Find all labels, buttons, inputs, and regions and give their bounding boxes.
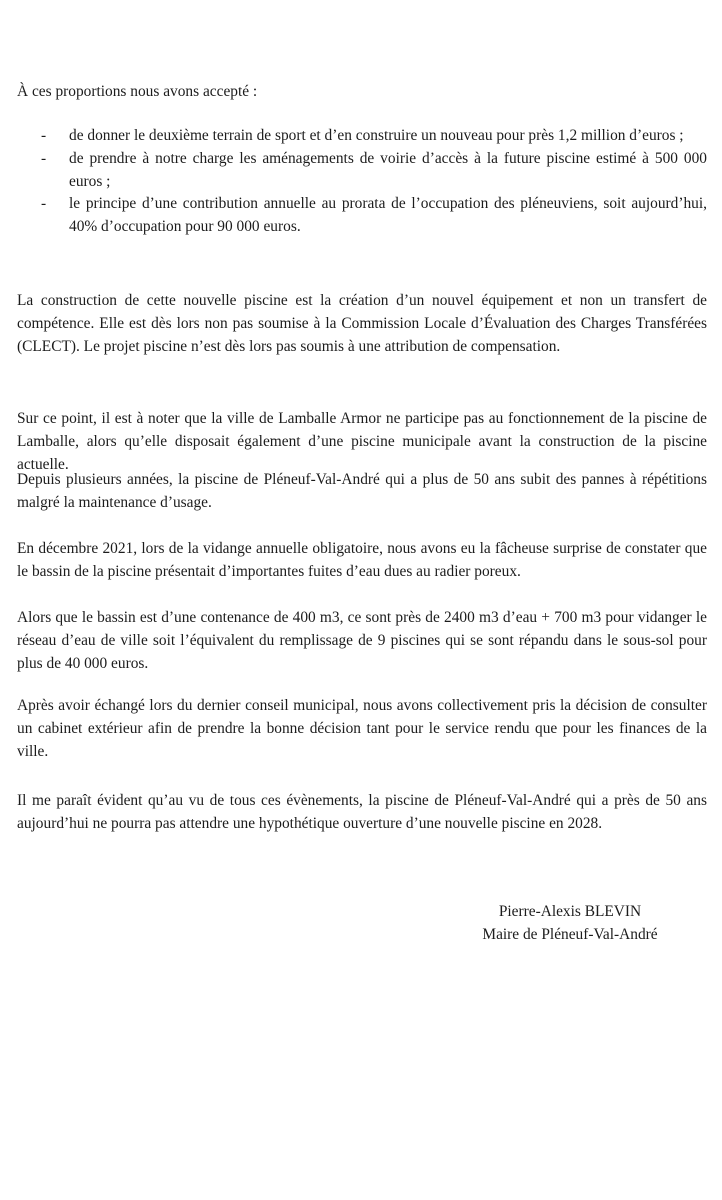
paragraph-pannes: Depuis plusieurs années, la piscine de Pléneuf-Val-André qui a plus de 50 ans subit des pannes à répétitions malgré la maintenance d’usage. — [17, 471, 707, 511]
list-item-text: le principe d’une contribution annuelle au prorata de l’occupation des pléneuviens, soit aujourd’hui, 40% d’occupation pour 90 000 euros. — [69, 195, 707, 236]
list-item — [17, 193, 707, 239]
list-item — [17, 148, 707, 194]
paragraph-fuites: Alors que le bassin est d’une contenance de 400 m3, ce sont près de 2400 m3 d’eau + 700 m3 pour vidanger le réseau d’eau de ville soit l’équivalent du remplissage de 9 piscines qui se sont répandu dans le sous-sol pour plus de 40 000 euros. — [17, 609, 707, 672]
list-item-text: de donner le deuxième terrain de sport et d’en construire un nouveau pour près 1,2 million d’euros ; — [69, 127, 684, 144]
bullet-dash: - — [41, 127, 47, 144]
list-item — [17, 125, 707, 148]
bullet-dash: - — [41, 149, 47, 167]
paragraph-clect: La construction de cette nouvelle piscine est la création d’un nouvel équipement et non un transfert de compétence. Elle est dès lors non pas soumise à la Commission Locale d’Évaluation des Charges Transférées (CLECT). Le projet piscine n’est dès lors pas soumis à une attribution de compensation. — [17, 292, 707, 355]
signature-block — [440, 900, 700, 946]
list-item-text: de prendre à notre charge les aménagements de voirie d’accès à la future piscine estimé à 500 000 euros ; — [69, 149, 707, 190]
paragraph-lamballe: Sur ce point, il est à noter que la ville de Lamballe Armor ne participe pas au fonctionnement de la piscine de Lamballe, alors qu’elle disposait également d’une piscine municipale avant la construction de la piscine actuelle. — [17, 410, 707, 473]
signatory-name: Pierre-Alexis BLEVIN — [498, 903, 642, 920]
intro-line: À ces proportions nous avons accepté : — [17, 83, 258, 100]
signatory-title: Maire de Pléneuf-Val-André — [482, 926, 658, 943]
paragraph-cabinet: Après avoir échangé lors du dernier conseil municipal, nous avons collectivement pris la décision de consulter un cabinet extérieur afin de prendre la bonne décision tant pour le service rendu que pour les finances de la ville. — [17, 697, 707, 760]
paragraph-vidange: En décembre 2021, lors de la vidange annuelle obligatoire, nous avons eu la fâcheuse surprise de constater que le bassin de la piscine présentait d’importantes fuites d’eau dues au radier poreux. — [17, 540, 707, 580]
commitments-list — [17, 125, 707, 239]
bullet-dash: - — [41, 195, 47, 213]
paragraph-conclusion: Il me paraît évident qu’au vu de tous ces évènements, la piscine de Pléneuf-Val-André qui a près de 50 ans aujourd’hui ne pourra pas attendre une hypothétique ouverture d’une nouvelle piscine en 2028. — [17, 792, 707, 832]
